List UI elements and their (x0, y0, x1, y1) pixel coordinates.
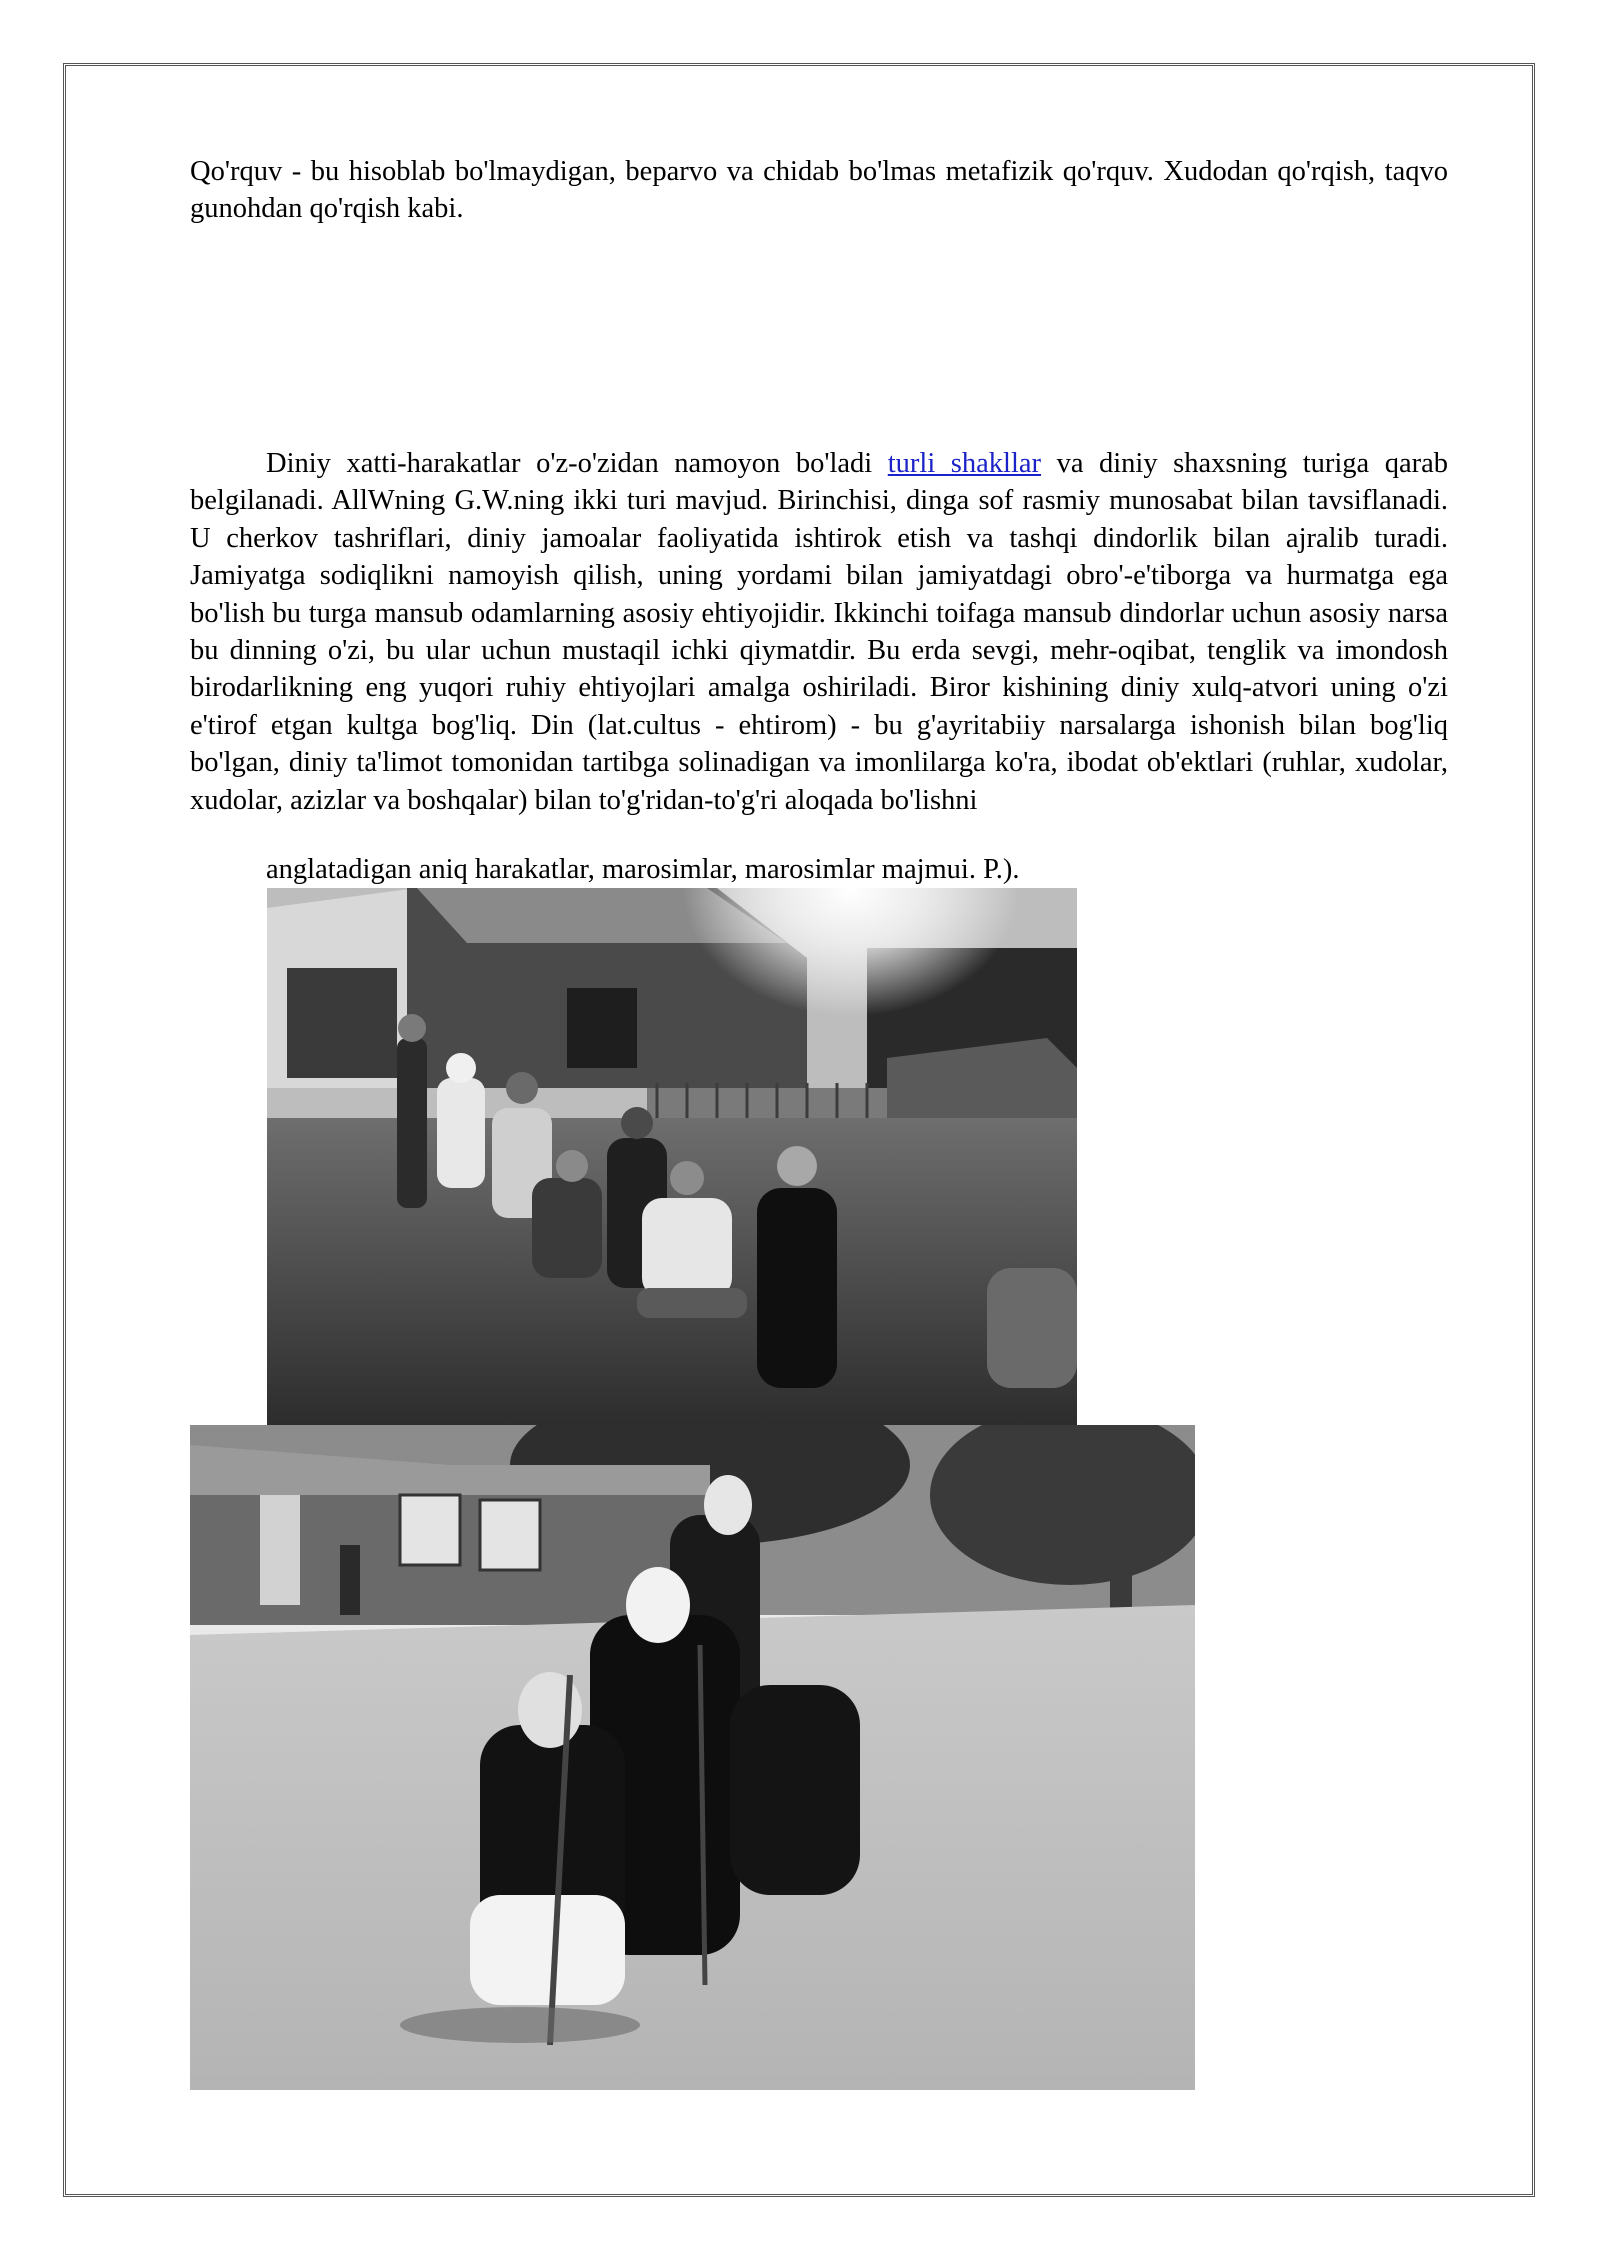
photo-women-kneeling-road (190, 1425, 1195, 2090)
paragraph-text-end: va diniy shaxsning turiga qarab belgilanadi. AllWning G.W.ning ikki turi mavjud. Birinchisi, dinga sof rasmiy munosabat bilan tavsiflanadi. U cherkov tashriflari, diniy jamoalar faoliyatida ishtirok etish va tashqi dindorlik bilan ajralib turadi. Jamiyatga sodiqlikni namoyish qilish, uning yordami bilan jamiyatdagi obro'-e'tiborga va hurmatga ega bo'lish bu turga mansub odamlarning asosiy ehtiyojidir. Ikkinchi toifaga mansub dindorlar uchun asosiy narsa bu dinning o'zi, bu ular uchun mustaqil ichki qiymatdir. Bu erda sevgi, mehr-oqibat, tenglik va imondosh birodarlikning eng yuqori ruhiy ehtiyojlari amalga oshiriladi. Biror kishining diniy xulq-atvori uning o'zi e'tirof etgan kultga bog'liq. Din (lat.cultus - ehtirom) - bu g'ayritabiiy narsalarga ishonish bilan bog'liq bo'lgan, diniy ta'limot tomonidan tartibga solinadigan va imonlilarga ko'ra, ibodat ob'ektlari (ruhlar, xudolar, xudolar, azizlar va boshqalar) bilan to'g'ridan-to'g'ri aloqada bo'lishni (190, 448, 1448, 816)
photo-kneeling-prayer-yard (267, 888, 1077, 1428)
paragraph-fear: Qo'rquv - bu hisoblab bo'lmaydigan, beparvo va chidab bo'lmas metafizik qo'rquv. Xudodan qo'rqish, taqvo gunohdan qo'rqish kabi. (190, 156, 1448, 225)
paragraph-text-start: Diniy xatti-harakatlar o'z-o'zidan namoyon bo'ladi (266, 448, 888, 479)
link-turli-shakllar[interactable]: turli shakllar (887, 448, 1042, 479)
paragraph-religious-behavior (190, 445, 1448, 819)
paragraph-last-line: anglatadigan aniq harakatlar, marosimlar, marosimlar majmui. P.). (266, 854, 1020, 885)
